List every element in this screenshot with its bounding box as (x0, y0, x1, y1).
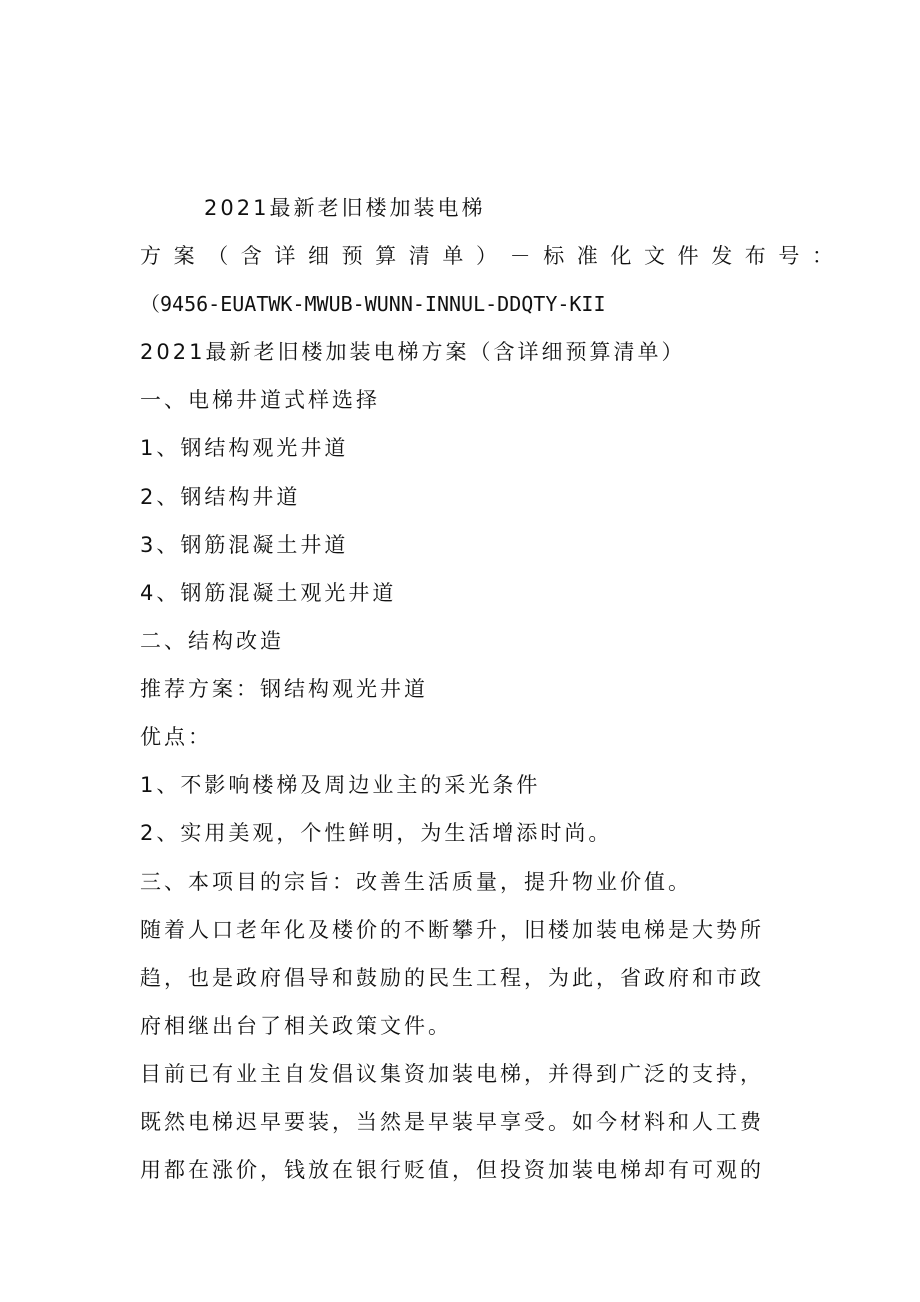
paragraph-line: 府相继出台了相关政策文件。 (140, 1014, 452, 1038)
advantage-item: 1、不影响楼梯及周边业主的采光条件 (140, 773, 541, 797)
subtitle-line: 2021最新老旧楼加装电梯 (204, 196, 486, 220)
paragraph-line: 目前已有业主自发倡议集资加装电梯，并得到广泛的支持， (140, 1062, 764, 1086)
document-title (0, 120, 920, 164)
document-heading: 2021最新老旧楼加装电梯方案（含详细预算清单） (140, 340, 686, 364)
list-item: 2、钢结构井道 (140, 485, 301, 509)
advantages-label: 优点： (140, 725, 212, 749)
list-item: 3、钢筋混凝土井道 (140, 533, 349, 557)
recommended-plan: 推荐方案：钢结构观光井道 (140, 677, 428, 701)
subtitle-continuation: 方案（含详细预算清单）－标准化文件发布号： (140, 244, 846, 268)
paragraph-line: 趋，也是政府倡导和鼓励的民生工程，为此，省政府和市政 (140, 966, 764, 990)
advantage-item: 2、实用美观，个性鲜明，为生活增添时尚。 (140, 821, 613, 845)
paragraph-line: 随着人口老年化及楼价的不断攀升，旧楼加装电梯是大势所 (140, 918, 764, 942)
paragraph-line: 既然电梯迟早要装，当然是早装早享受。如今材料和人工费 (140, 1110, 764, 1134)
section-heading-3: 三、本项目的宗旨：改善生活质量，提升物业价值。 (140, 870, 692, 894)
document-number: （9456-EUATWK-MWUB-WUNN-INNUL-DDQTY-KII (140, 292, 606, 316)
list-item: 1、钢结构观光井道 (140, 436, 349, 460)
paragraph-line: 用都在涨价，钱放在银行贬值，但投资加装电梯却有可观的 (140, 1158, 764, 1182)
section-heading-1: 一、电梯井道式样选择 (140, 388, 380, 412)
section-heading-2: 二、结构改造 (140, 629, 284, 653)
list-item: 4、钢筋混凝土观光井道 (140, 581, 397, 605)
